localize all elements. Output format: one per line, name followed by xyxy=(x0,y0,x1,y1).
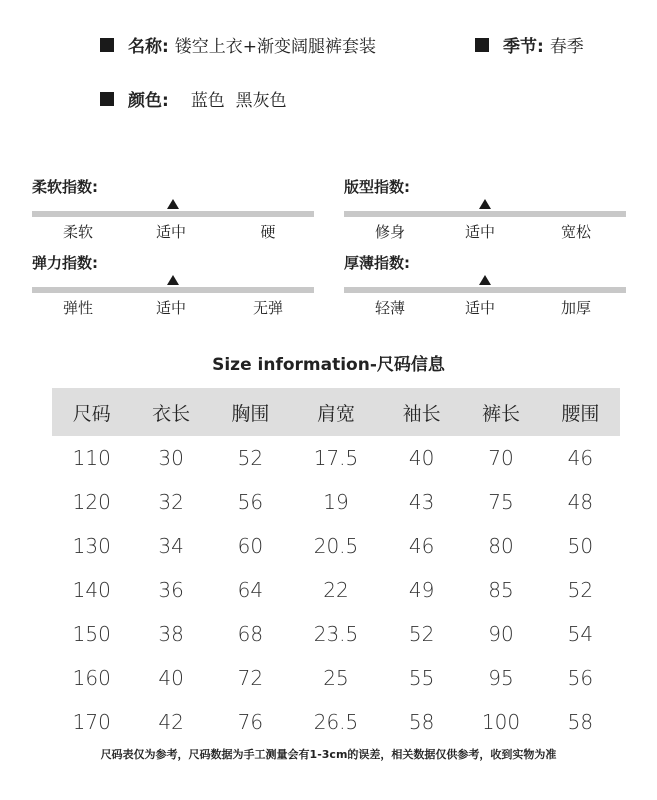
table-cell: 26.5 xyxy=(313,710,359,734)
size-section-title: Size information-尺码信息 xyxy=(212,355,445,375)
table-cell: 48 xyxy=(567,490,594,514)
table-row xyxy=(52,612,620,656)
softness-label-high: 硬 xyxy=(260,223,276,241)
table-cell: 46 xyxy=(567,446,594,470)
size-table-body xyxy=(52,436,620,744)
elasticity-marker-icon xyxy=(167,275,179,285)
header-length: 衣长 xyxy=(132,388,211,436)
thickness-label-mid: 适中 xyxy=(464,299,495,317)
header-shoulder: 肩宽 xyxy=(290,388,382,436)
fit-label-mid: 适中 xyxy=(464,223,495,241)
table-cell: 85 xyxy=(488,578,514,602)
table-cell: 38 xyxy=(158,622,184,646)
table-row xyxy=(52,656,620,700)
table-cell: 23.5 xyxy=(313,622,359,646)
thickness-label-low: 轻薄 xyxy=(374,299,405,317)
table-cell: 56 xyxy=(237,490,264,514)
table-cell: 40 xyxy=(158,666,184,690)
season-value: 春季 xyxy=(549,37,584,57)
table-cell: 32 xyxy=(158,490,184,514)
table-cell: 52 xyxy=(567,578,594,602)
fit-label-high: 宽松 xyxy=(560,223,591,241)
elasticity-bar xyxy=(32,287,314,293)
table-row xyxy=(52,700,620,744)
table-cell: 140 xyxy=(72,578,111,602)
table-cell: 42 xyxy=(158,710,184,734)
table-cell: 30 xyxy=(158,446,184,470)
table-cell: 76 xyxy=(237,710,264,734)
table-cell: 80 xyxy=(488,534,514,558)
fit-scale xyxy=(344,176,626,241)
thickness-bar xyxy=(344,287,626,293)
table-cell: 46 xyxy=(408,534,435,558)
table-cell: 110 xyxy=(72,446,111,470)
header-waist: 腰围 xyxy=(541,388,620,436)
color-value: 蓝色 黑灰色 xyxy=(190,91,287,111)
table-row xyxy=(52,436,620,480)
elasticity-label-low: 弹性 xyxy=(62,299,93,317)
color-row xyxy=(100,86,287,111)
fit-title: 版型指数: xyxy=(344,178,410,196)
softness-scale xyxy=(32,176,314,241)
table-cell: 150 xyxy=(72,622,111,646)
table-cell: 160 xyxy=(72,666,111,690)
table-cell: 170 xyxy=(72,710,111,734)
softness-marker-icon xyxy=(167,199,179,209)
table-cell: 95 xyxy=(488,666,514,690)
softness-title: 柔软指数: xyxy=(32,178,98,196)
table-cell: 19 xyxy=(323,490,349,514)
fit-label-low: 修身 xyxy=(374,223,405,241)
table-cell: 52 xyxy=(408,622,435,646)
table-cell: 52 xyxy=(237,446,264,470)
table-cell: 60 xyxy=(237,534,264,558)
table-cell: 75 xyxy=(488,490,514,514)
thickness-scale xyxy=(344,252,626,317)
header-chest: 胸围 xyxy=(211,388,290,436)
name-label: 名称: xyxy=(128,37,169,57)
thickness-title: 厚薄指数: xyxy=(344,254,410,272)
bullet-square-icon xyxy=(475,38,489,52)
elasticity-label-mid: 适中 xyxy=(155,299,186,317)
bullet-square-icon xyxy=(100,38,114,52)
name-row xyxy=(100,32,376,57)
table-cell: 64 xyxy=(237,578,264,602)
table-cell: 120 xyxy=(72,490,111,514)
table-cell: 36 xyxy=(158,578,184,602)
table-cell: 25 xyxy=(323,666,349,690)
header-size: 尺码 xyxy=(52,388,132,436)
table-row xyxy=(52,480,620,524)
softness-bar xyxy=(32,211,314,217)
thickness-marker-icon xyxy=(479,275,491,285)
size-table-header-row xyxy=(52,388,620,436)
header-pants-length: 裤长 xyxy=(461,388,541,436)
table-cell: 58 xyxy=(567,710,594,734)
elasticity-scale xyxy=(32,252,314,317)
thickness-label-high: 加厚 xyxy=(560,299,591,317)
table-cell: 58 xyxy=(408,710,435,734)
table-cell: 22 xyxy=(323,578,349,602)
table-cell: 55 xyxy=(408,666,435,690)
softness-label-mid: 适中 xyxy=(155,223,186,241)
color-label: 颜色: xyxy=(128,91,169,111)
softness-label-low: 柔软 xyxy=(62,223,93,241)
table-row xyxy=(52,568,620,612)
table-cell: 34 xyxy=(158,534,184,558)
table-cell: 43 xyxy=(408,490,435,514)
fit-bar xyxy=(344,211,626,217)
table-cell: 54 xyxy=(567,622,594,646)
elasticity-label-high: 无弹 xyxy=(252,299,283,317)
table-cell: 72 xyxy=(237,666,264,690)
table-cell: 68 xyxy=(237,622,264,646)
table-cell: 49 xyxy=(408,578,435,602)
name-value: 镂空上衣+渐变阔腿裤套装 xyxy=(174,37,377,57)
elasticity-title: 弹力指数: xyxy=(32,254,98,272)
table-cell: 17.5 xyxy=(313,446,359,470)
season-row xyxy=(475,32,584,57)
table-cell: 100 xyxy=(481,710,521,734)
season-label: 季节: xyxy=(503,37,544,57)
table-cell: 40 xyxy=(408,446,435,470)
header-sleeve: 袖长 xyxy=(382,388,461,436)
table-cell: 70 xyxy=(488,446,514,470)
bullet-square-icon xyxy=(100,92,114,106)
table-row xyxy=(52,524,620,568)
fit-marker-icon xyxy=(479,199,491,209)
table-cell: 50 xyxy=(567,534,594,558)
table-cell: 20.5 xyxy=(313,534,359,558)
size-table xyxy=(52,388,620,744)
table-cell: 130 xyxy=(72,534,111,558)
footnote: 尺码表仅为参考，尺码数据为手工测量会有1-3cm的误差，相关数据仅供参考，收到实物为准 xyxy=(100,748,557,761)
table-cell: 56 xyxy=(567,666,594,690)
table-cell: 90 xyxy=(488,622,514,646)
